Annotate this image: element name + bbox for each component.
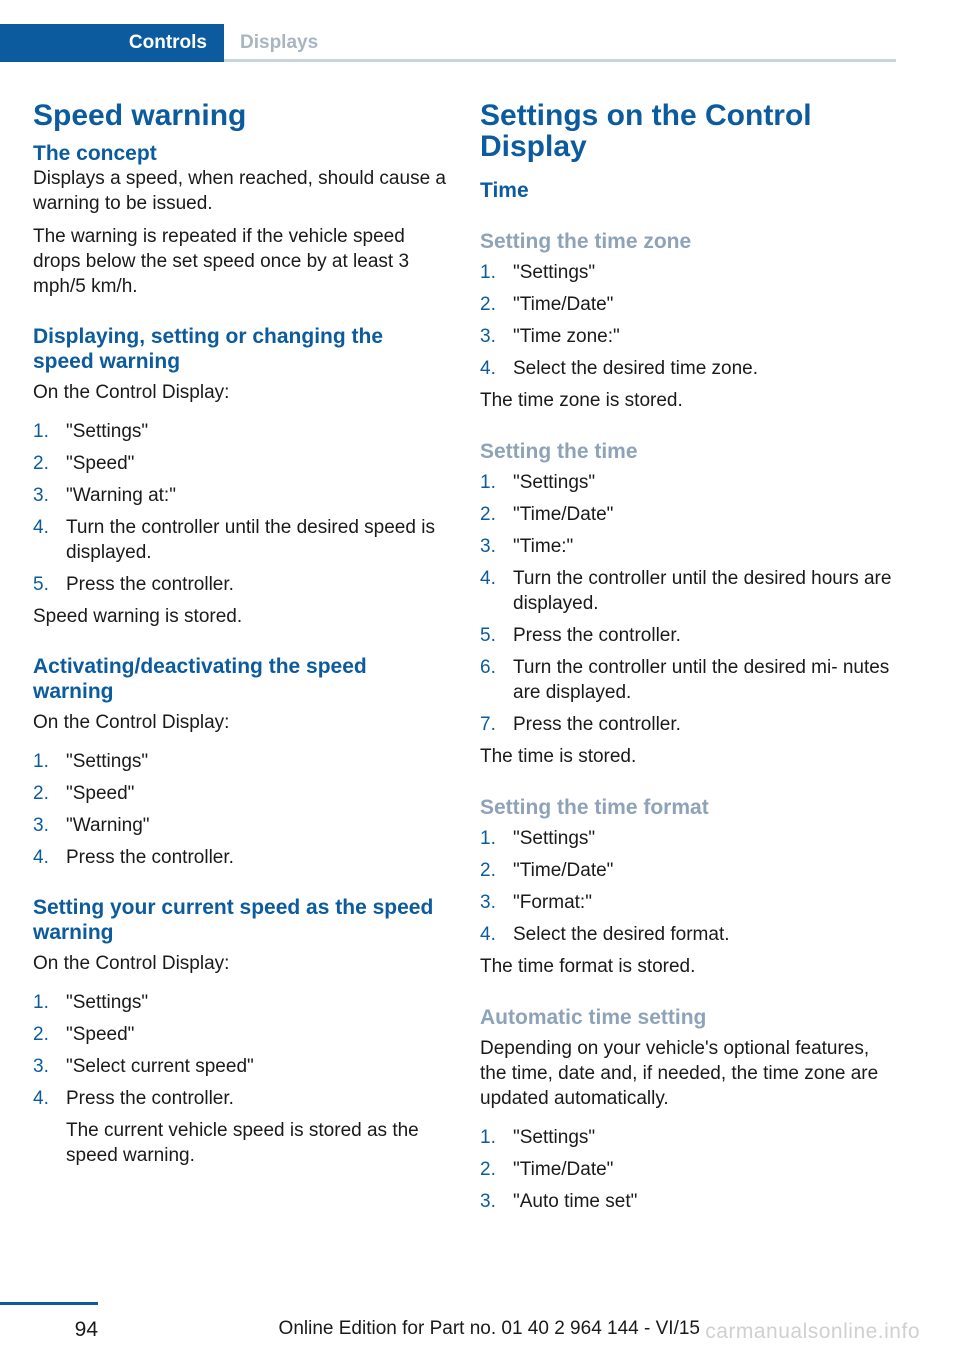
format-steps-list xyxy=(480,826,895,947)
heading-concept: The concept xyxy=(33,142,157,165)
auto-paragraph: Depending on your vehicle's optional features, the time, date and, if needed, the time zone are updated automatically. xyxy=(480,1038,879,1109)
concept-paragraph-2: The warning is repeated if the vehicle speed drops below the set speed once by at least 3 mph/5 km/h. xyxy=(33,226,410,297)
list-item: 5. Press the controller. xyxy=(33,574,234,595)
activate-steps-list xyxy=(33,749,448,870)
auto-steps-list xyxy=(480,1125,895,1214)
list-item: 3. "Warning at:" xyxy=(33,485,176,506)
heading-current-speed: Setting your current speed as the speed warning xyxy=(33,896,434,944)
list-item: 1. "Settings" xyxy=(480,472,596,493)
time-result: The time is stored. xyxy=(480,746,637,767)
list-item: 3. "Format:" xyxy=(480,892,592,913)
list-item: 2. "Time/Date" xyxy=(480,504,614,525)
tab-controls[interactable] xyxy=(0,24,224,62)
list-item: 3. "Time zone:" xyxy=(480,326,620,347)
list-item: 4. Turn the controller until the desired hours are displayed. xyxy=(480,568,892,614)
list-item: 4. Press the controller. The current vehicle speed is stored as the speed warning. xyxy=(33,1086,448,1168)
header-rule xyxy=(224,59,896,62)
watermark: carmanualsonline.info xyxy=(705,1320,920,1343)
list-item: 2. "Time/Date" xyxy=(480,860,614,881)
current-steps-list xyxy=(33,990,448,1168)
heading-time-zone: Setting the time zone xyxy=(480,230,692,253)
edition-note: Online Edition for Part no. 01 40 2 964 144 - VI/15 xyxy=(278,1318,700,1339)
list-item: 1. "Settings" xyxy=(33,751,149,772)
list-item: 7. Press the controller. xyxy=(480,714,681,735)
activate-intro: On the Control Display: xyxy=(33,712,230,733)
heading-activating-speed-warning: Activating/deactivating the speed warning xyxy=(33,655,367,703)
zone-steps-list xyxy=(480,260,895,381)
zone-result: The time zone is stored. xyxy=(480,390,683,411)
list-item: 4. Turn the controller until the desired speed is displayed. xyxy=(33,517,435,563)
list-item: 4. Select the desired format. xyxy=(480,924,730,945)
section-title-settings: Settings on the Control Display xyxy=(480,99,812,163)
page-number: 94 xyxy=(74,1318,98,1341)
heading-automatic-time: Automatic time setting xyxy=(480,1006,707,1029)
list-item: 1. "Settings" xyxy=(480,828,596,849)
current-step-note: The current vehicle speed is stored as the speed warning. xyxy=(66,1120,419,1166)
page-header xyxy=(0,0,960,62)
list-item: 1. "Settings" xyxy=(480,262,596,283)
display-steps-list xyxy=(33,419,448,597)
heading-time-format: Setting the time format xyxy=(480,796,709,819)
time-steps-list xyxy=(480,470,895,737)
list-item: 2. "Speed" xyxy=(33,1024,135,1045)
list-item: 3. "Time:" xyxy=(480,536,574,557)
tab-displays[interactable]: Displays xyxy=(240,32,319,53)
heading-setting-time: Setting the time xyxy=(480,440,638,463)
list-item: 6. Turn the controller until the desired mi‐ nutes are displayed. xyxy=(480,657,890,703)
format-result: The time format is stored. xyxy=(480,956,696,977)
heading-time: Time xyxy=(480,179,529,202)
left-column xyxy=(33,100,448,1175)
display-intro: On the Control Display: xyxy=(33,382,230,403)
list-item: 5. Press the controller. xyxy=(480,625,681,646)
concept-paragraph-1: Displays a speed, when reached, should cause a warning to be issued. xyxy=(33,168,446,214)
list-item: 3. "Select current speed" xyxy=(33,1056,254,1077)
tab-controls-label: Controls xyxy=(128,32,207,53)
list-item: 1. "Settings" xyxy=(33,421,149,442)
list-item: 3. "Warning" xyxy=(33,815,150,836)
list-item: 2. "Speed" xyxy=(33,783,135,804)
list-item: 2. "Time/Date" xyxy=(480,1159,614,1180)
list-item: 3. "Auto time set" xyxy=(480,1191,638,1212)
current-intro: On the Control Display: xyxy=(33,953,230,974)
display-result: Speed warning is stored. xyxy=(33,606,243,627)
heading-displaying-speed-warning: Displaying, setting or changing the speed warning xyxy=(33,325,384,373)
list-item: 2. "Time/Date" xyxy=(480,294,614,315)
list-item: 4. Select the desired time zone. xyxy=(480,358,759,379)
list-item: 1. "Settings" xyxy=(480,1127,596,1148)
right-column xyxy=(480,100,895,1221)
list-item: 1. "Settings" xyxy=(33,992,149,1013)
footer-rule xyxy=(0,1302,98,1305)
list-item: 2. "Speed" xyxy=(33,453,135,474)
list-item: 4. Press the controller. xyxy=(33,847,234,868)
section-title-speed-warning: Speed warning xyxy=(33,99,247,132)
